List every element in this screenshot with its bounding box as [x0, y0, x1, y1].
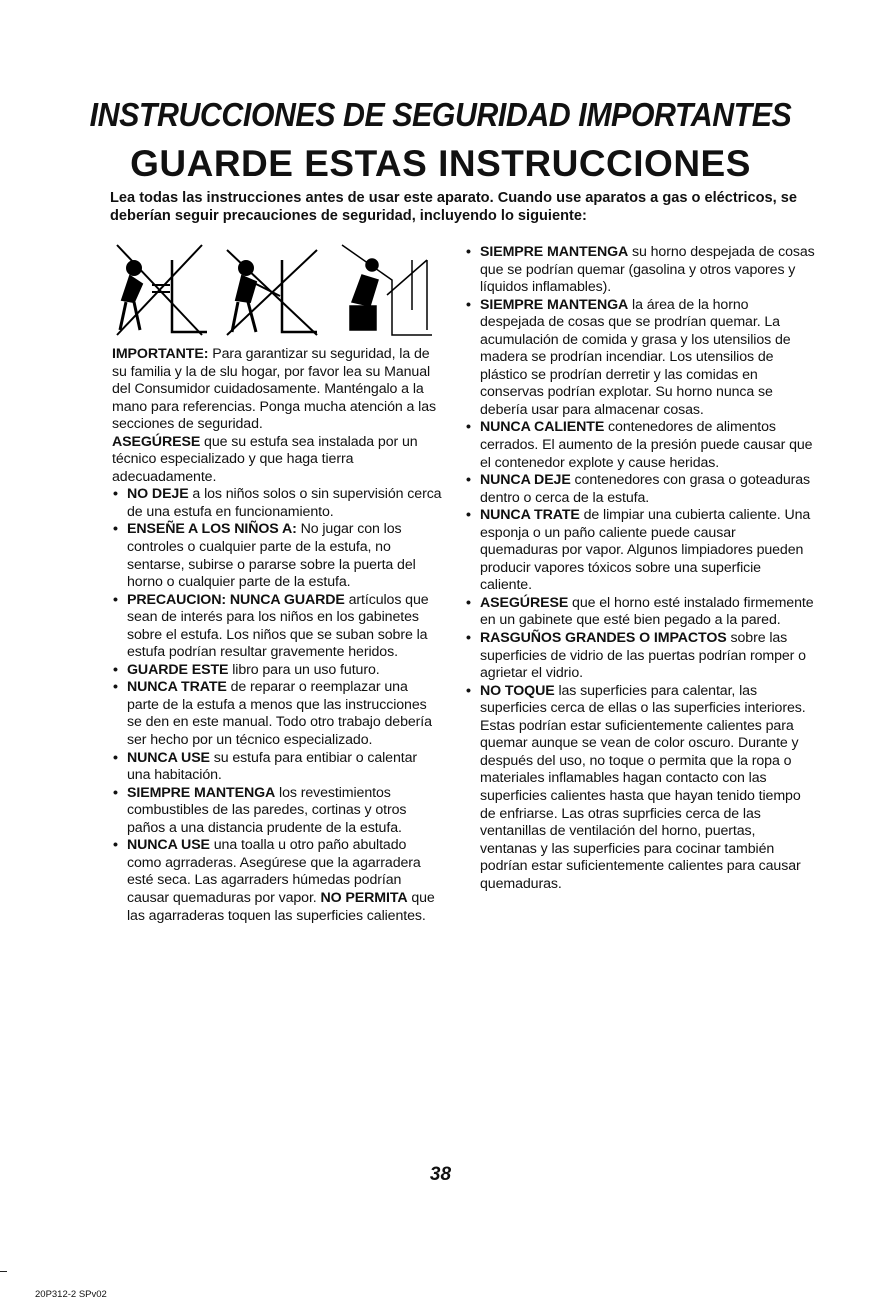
- body-text: que las agarraderas toquen las superficies calientes.: [127, 889, 435, 924]
- body-text: sobre las superficies de vidrio de las puertas podrían romper o agrietar el vidrio.: [480, 630, 806, 682]
- safety-pictograms: [112, 240, 442, 340]
- list-item: [112, 837, 442, 925]
- install-paragraph: [112, 434, 442, 487]
- list-item: [465, 419, 815, 472]
- body-text: contenedores con grasa o goteaduras dentro o cerca de la estufa.: [480, 472, 811, 506]
- list-item: [112, 662, 442, 680]
- list-item: [112, 486, 442, 521]
- list-item: [465, 472, 815, 507]
- body-text: los revestimientos combustibles de las paredes, cortinas y otros paños a una distancia prudente de la estufa.: [127, 784, 407, 836]
- keyword: NUNCA USE: [127, 837, 210, 854]
- body-text: a los niños solos o sin supervisión cerca de una estufa en funcionamiento.: [127, 486, 442, 520]
- right-bullet-list: [465, 244, 815, 893]
- body-text: la área de la horno despejada de cosas que se prodrían quemar. La acumulación de comida y grasa y los utensilios de madera se prodrían incendiar. Los utensilios de plástico se prodrían derretir y las comidas en conservas podrían explotar. Su horno nunca se debería usar para almacenar cosas.: [480, 296, 791, 418]
- page-number: 38: [429, 1164, 452, 1185]
- keyword: SIEMPRE MANTENGA: [480, 296, 629, 313]
- child-climbing-icon: [227, 250, 317, 335]
- footer-code: 20P312-2 SPv02: [35, 1289, 107, 1300]
- keyword: PRECAUCION: NUNCA GUARDE: [127, 591, 345, 608]
- keyword: NUNCA TRATE: [480, 507, 580, 524]
- keyword: NUNCA CALIENTE: [480, 419, 605, 436]
- list-item: [465, 507, 815, 595]
- page-title-warning: INSTRUCCIONES DE SEGURIDAD IMPORTANTES: [89, 96, 792, 133]
- keyword: ENSEÑE A LOS NIÑOS A:: [127, 521, 297, 538]
- intro-paragraph: Lea todas las instrucciones antes de usar este aparato. Cuando use aparatos a gas o eléctricos, se deberían seguir precauciones de seguridad, incluyendo lo siguiente:: [110, 190, 797, 224]
- list-item: [112, 679, 442, 749]
- body-text: artículos que sean de interés para los niños en los gabinetes sobre el estufa. Los niños que se suban sobre la estufa podrían resultar gravemente heridos.: [127, 591, 429, 661]
- list-item: [465, 683, 815, 894]
- body-text: libro para un uso futuro.: [228, 661, 380, 678]
- keyword: NUNCA USE: [127, 749, 210, 766]
- list-item: [465, 244, 815, 297]
- list-item: [112, 592, 442, 662]
- keyword: ASEGÚRESE: [112, 433, 201, 450]
- body-text: las superficies para calentar, las superficies cerca de ellas o las superficies interiores. Estas podrían estar suficientemente calientes para quemar aunque se vean de color oscuro. Durante y después del uso, no toque o permita que la ropa o materiales inflamables hagan contacto con las superficies calientes hasta que hayan tenido tiempo de enfriarse. Las otras suprficies cerca de las ventanillas de ventilación del horno, puertas, ventanas y las superficies para cocinar también podrían estar suficientemente calientes para causar quemaduras.: [480, 682, 806, 892]
- right-column: [465, 244, 815, 893]
- page-title-save: GUARDE ESTAS INSTRUCCIONES: [130, 143, 751, 184]
- left-column: [112, 346, 442, 925]
- body-text: Para garantizar su seguridad, la de su familia y la de slu hogar, por favor lea su Manual del Consumidor cuidadosamente. Manténgalo a la mano para referencias. Ponga mucha atención a las secciones de seguridad.: [112, 346, 436, 433]
- keyword: SIEMPRE MANTENGA: [127, 784, 276, 801]
- keyword: NUNCA DEJE: [480, 472, 571, 489]
- keyword: NO PERMITA: [320, 889, 408, 906]
- body-text: su estufa para entibiar o calentar una habitación.: [127, 749, 417, 784]
- body-text: de limpiar una cubierta caliente. Una esponja o un paño caliente puede causar quemaduras por vapor. Algunos limpiadores pueden producir vapores tóxicos sobre una superficie caliente.: [480, 507, 811, 594]
- keyword: NUNCA TRATE: [127, 679, 227, 696]
- keyword: ASEGÚRESE: [480, 594, 569, 611]
- list-item: [465, 297, 815, 420]
- left-bullet-list: [112, 486, 442, 925]
- keyword: NO TOQUE: [480, 682, 555, 699]
- keyword: GUARDE ESTE: [127, 661, 229, 678]
- important-paragraph: [112, 346, 442, 434]
- list-item: [465, 595, 815, 630]
- body-text: su horno despejada de cosas que se podrían quemar (gasolina y otros vapores y líquidos inflamables).: [480, 244, 815, 296]
- list-item: [112, 521, 442, 591]
- body-text: contenedores de alimentos cerrados. El aumento de la presión puede causar que el contenedor explote y cause heridas.: [480, 419, 813, 471]
- keyword: IMPORTANTE:: [112, 346, 209, 362]
- list-item: [465, 630, 815, 683]
- keyword: SIEMPRE MANTENGA: [480, 244, 629, 260]
- keyword: NO DEJE: [127, 486, 189, 503]
- list-item: [112, 785, 442, 838]
- keyword: RASGUÑOS GRANDES O IMPACTOS: [480, 630, 727, 647]
- body-text: una toalla u otro paño abultado como agrraderas. Asegúrese que la agarradera esté seca. Las agarraders húmedas podrían causar quemaduras por vapor.: [127, 837, 421, 906]
- body-text: que su estufa sea instalada por un técnico especializado y que haga tierra adecuadamente.: [112, 433, 418, 485]
- child-reaching-icon: [342, 245, 432, 335]
- body-text: que el horno esté instalado firmemente en un gabinete que esté bien pegado a la pared.: [480, 594, 814, 629]
- body-text: de reparar o reemplazar una parte de la estufa a menos que las instrucciones se den en este manual. Todo otro trabajo debería ser hecho por un técnico especializado.: [127, 679, 432, 749]
- body-text: No jugar con los controles o cualquier parte de la estufa, no sentarse, subirse o pararse sobre la puerta del horno o cualquier parte de la estufa.: [127, 521, 416, 591]
- list-item: [112, 750, 442, 785]
- child-on-door-icon: [117, 245, 207, 335]
- margin-tick: [0, 1271, 7, 1272]
